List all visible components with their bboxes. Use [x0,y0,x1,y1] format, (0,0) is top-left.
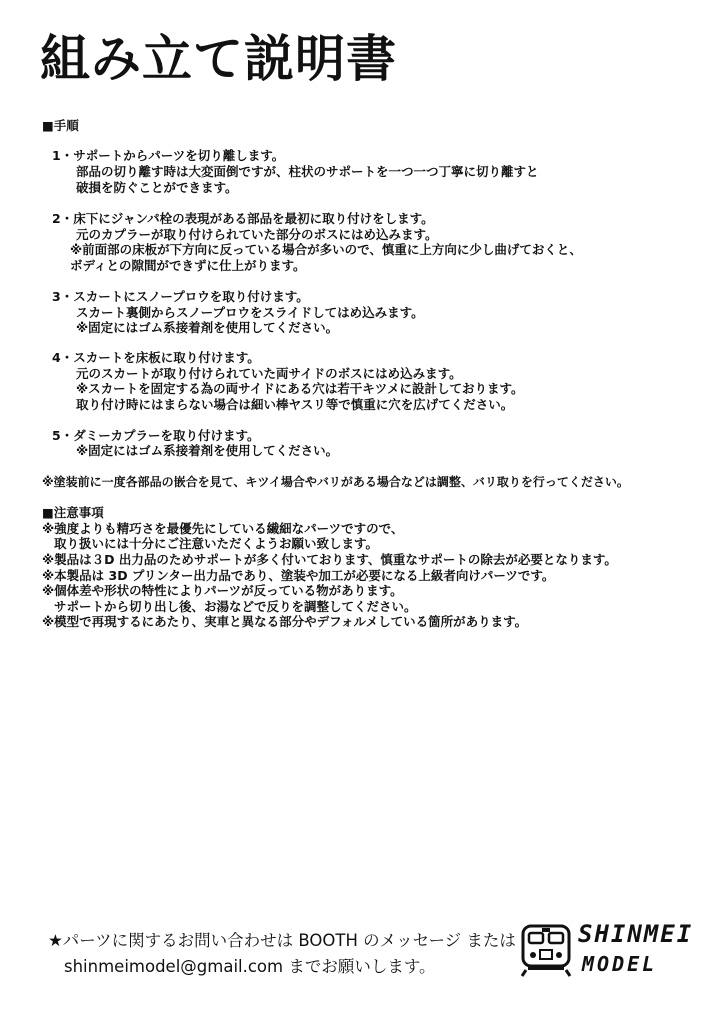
caution-line-6: サポートから切り出し後、お湯などで反りを調整してください。 [54,599,417,614]
train-front-icon [520,922,572,978]
step-1-line-3: 破損を防ぐことができます。 [76,180,238,195]
step-2-line-4: ボディとの隙間ができずに仕上がります。 [70,258,306,273]
step-2-line-3: ※前面部の床板が下方向に反っている場合が多いので、慎重に上方向に少し曲げておくと、 [70,242,582,257]
caution-line-5: ※個体差や形状の特性によりパーツが反っている物があります。 [42,583,403,598]
logo-word-model: MODEL [582,952,658,976]
step-1-line-1: 1・サポートからパーツを切り離します。 [52,148,285,163]
painting-note: ※塗装前に一度各部品の嵌合を見て、キツイ場合やバリがある場合などは調整、バリ取りを行ってください。 [42,475,629,489]
caution-line-2: 取り扱いには十分にご注意いただくようお願い致します。 [54,536,379,551]
page-title: 組み立て説明書 [40,30,397,88]
contact-line-1: ★パーツに関するお問い合わせは BOOTH のメッセージ または [48,931,516,950]
step-5-line-1: 5・ダミーカプラーを取り付けます。 [52,428,260,443]
step-3-line-2: スカート裏側からスノープロウをスライドしてはめ込みます。 [76,305,424,320]
step-2-line-2: 元のカプラーが取り付けられていた部分のボスにはめ込みます。 [76,227,438,242]
step-2-line-1: 2・床下にジャンパ栓の表現がある部品を最初に取り付けをします。 [52,211,434,226]
step-4-line-1: 4・スカートを床板に取り付けます。 [52,350,260,365]
step-3-line-3: ※固定にはゴム系接着剤を使用してください。 [76,320,339,335]
caution-line-7: ※模型で再現するにあたり、実車と異なる部分やデフォルメしている箇所があります。 [42,614,528,629]
procedure-heading: ■手順 [42,118,79,133]
contact-footer [48,928,516,980]
step-1-line-2: 部品の切り離す時は大変面倒ですが、柱状のサポートを一つ一つ丁寧に切り離すと [76,164,539,179]
step-4-line-2: 元のスカートが取り付けられていた両サイドのボスにはめ込みます。 [76,366,462,381]
logo-word-shinmei: SHINMEI [578,920,694,948]
step-3-line-1: 3・スカートにスノープロウを取り付けます。 [52,289,309,304]
step-4-line-3: ※スカートを固定する為の両サイドにある穴は若干キツメに設計しております。 [76,381,524,396]
caution-line-4: ※本製品は 3D プリンター出力品であり、塗装や加工が必要になる上級者向けパーツです。 [42,568,555,583]
contact-email-line: shinmeimodel@gmail.com までお願いします。 [64,957,436,976]
cautions-heading: ■注意事項 [42,505,104,520]
shinmei-model-logo [520,920,694,980]
caution-line-1: ※強度よりも精巧さを最優先にしている繊細なパーツですので、 [42,521,404,536]
caution-line-3: ※製品は３D 出力品のためサポートが多く付いております、慎重なサポートの除去が必要となります。 [42,552,617,567]
step-4-line-4: 取り付け時にはまらない場合は細い棒ヤスリ等で慎重に穴を広げてください。 [76,397,514,412]
step-5-line-2: ※固定にはゴム系接着剤を使用してください。 [76,443,339,458]
